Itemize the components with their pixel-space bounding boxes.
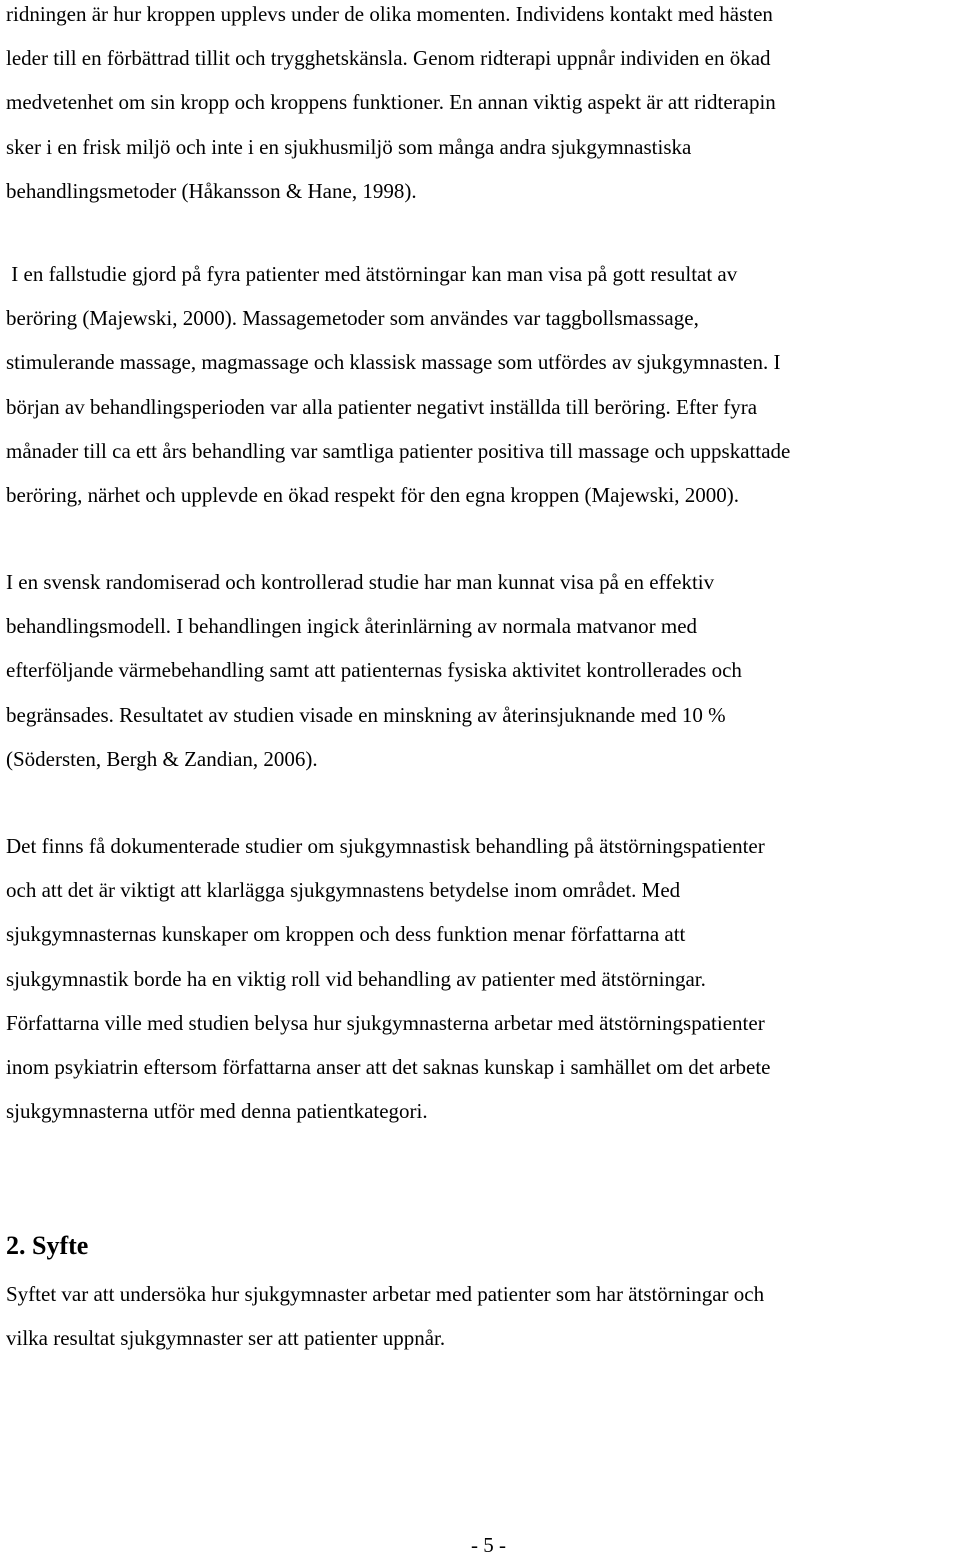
text-line: inom psykiatrin eftersom författarna anser att det saknas kunskap i samhället om det arbete <box>6 1054 771 1079</box>
text-line: behandlingsmodell. I behandlingen ingick återinlärning av normala matvanor med <box>6 614 698 639</box>
paragraph-ridterapi <box>6 0 776 213</box>
text-line: vilka resultat sjukgymnaster ser att patienter uppnår. <box>6 1326 446 1351</box>
text-line: sker i en frisk miljö och inte i en sjukhusmiljö som många andra sjukgymnastiska <box>6 134 692 159</box>
text-line: leder till en förbättrad tillit och trygghetskänsla. Genom ridterapi uppnår individen en ökad <box>6 46 771 71</box>
text-line: (Södersten, Bergh & Zandian, 2006). <box>6 746 318 771</box>
text-line: sjukgymnasternas kunskaper om kroppen och dess funktion menar författarna att <box>6 922 686 947</box>
text-line: och att det är viktigt att klarlägga sjukgymnastens betydelse inom området. Med <box>6 878 681 903</box>
text-line: ridningen är hur kroppen upplevs under de olika momenten. Individens kontakt med hästen <box>6 2 773 26</box>
paragraph-dokumenterade-studier <box>6 824 771 1133</box>
text-line: stimulerande massage, magmassage och klassisk massage som utfördes av sjukgymnasten. I <box>6 350 781 375</box>
text-line: sjukgymnasterna utför med denna patientkategori. <box>6 1099 428 1124</box>
text-line: Syftet var att undersöka hur sjukgymnaster arbetar med patienter som har ätstörningar och <box>6 1282 765 1306</box>
text-line: Författarna ville med studien belysa hur sjukgymnasterna arbetar med ätstörningspatienter <box>6 1010 765 1035</box>
paragraph-fallstudie <box>6 252 790 517</box>
text-line: beröring (Majewski, 2000). Massagemetoder som användes var taggbollsmassage, <box>6 306 699 331</box>
paragraph-svensk-studie <box>6 560 742 781</box>
text-line: Det finns få dokumenterade studier om sjukgymnastisk behandling på ätstörningspatienter <box>6 834 765 858</box>
text-line: begränsades. Resultatet av studien visade en minskning av återinsjuknande med 10 % <box>6 702 726 727</box>
text-line: början av behandlingsperioden var alla patienter negativt inställda till beröring. Efter fyra <box>6 394 758 419</box>
page-number: - 5 - <box>471 1533 506 1557</box>
text-line: I en svensk randomiserad och kontrollerad studie har man kunnat visa på en effektiv <box>6 570 715 594</box>
text-line: efterföljande värmebehandling samt att patienternas fysiska aktivitet kontrollerades och <box>6 658 742 683</box>
text-line: beröring, närhet och upplevde en ökad respekt för den egna kroppen (Majewski, 2000). <box>6 482 740 507</box>
text-line: medvetenhet om sin kropp och kroppens funktioner. En annan viktig aspekt är att ridterapin <box>6 90 776 115</box>
text-line: behandlingsmetoder (Håkansson & Hane, 1998). <box>6 178 417 203</box>
text-line: I en fallstudie gjord på fyra patienter med ätstörningar kan man visa på gott resultat av <box>6 262 738 286</box>
text-line: sjukgymnastik borde ha en viktig roll vid behandling av patienter med ätstörningar. <box>6 966 706 991</box>
text-line: månader till ca ett års behandling var samtliga patienter positiva till massage och uppskattade <box>6 438 791 463</box>
paragraph-syfte <box>6 1272 764 1360</box>
section-heading-syfte: 2. Syfte <box>6 1231 89 1260</box>
